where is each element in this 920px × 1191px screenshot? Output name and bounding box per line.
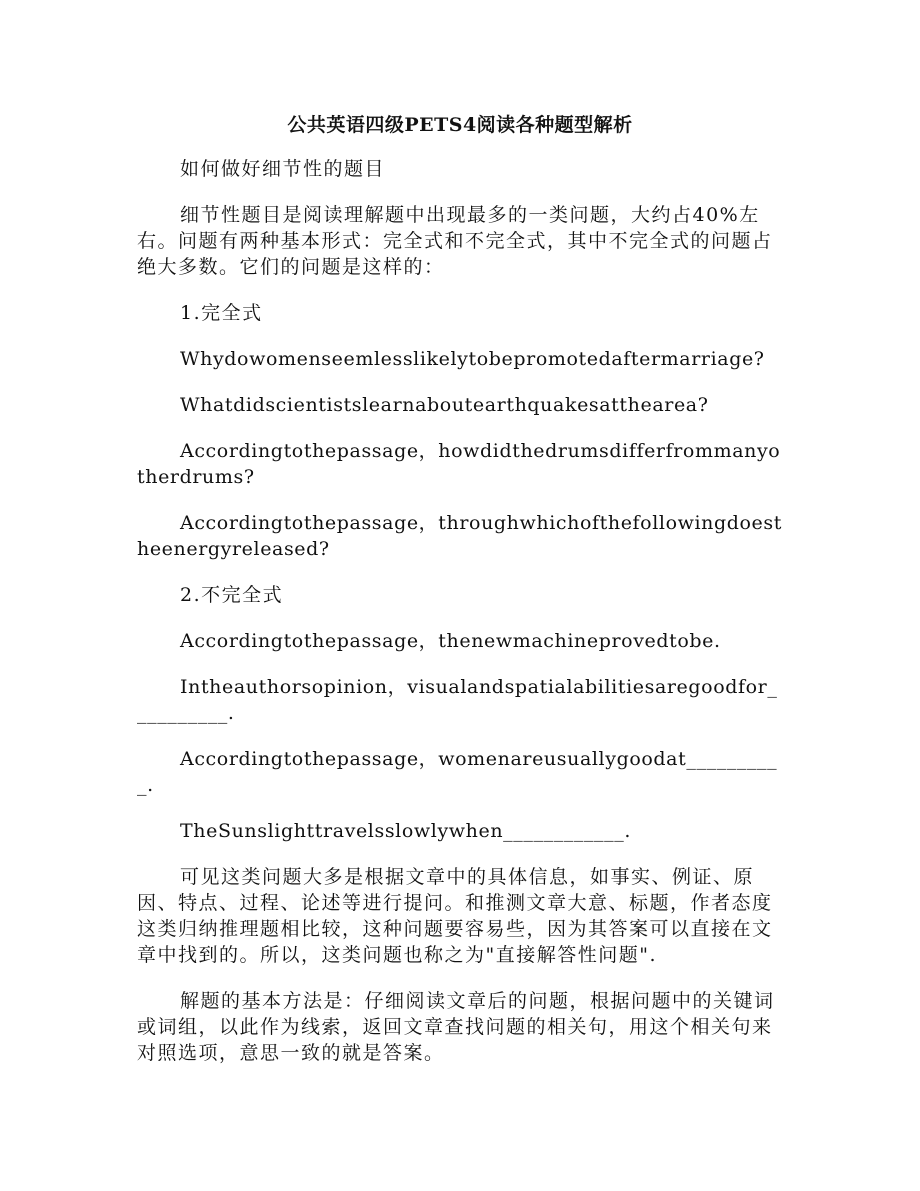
document-title: 公共英语四级PETS4阅读各种题型解析 <box>287 114 633 136</box>
subheading-incomplete-form: 2.不完全式 <box>180 584 284 606</box>
example-question-2: Whatdidscientistslearnaboutearthquakesatthearea? <box>180 394 709 416</box>
example-question-7: Accordingtothepassage，womenareusuallygoodat__________. <box>137 748 778 796</box>
explanation-paragraph: 可见这类问题大多是根据文章中的具体信息，如事实、例证、原因、特点、过程、论述等进行提问。和推测文章大意、标题，作者态度这类归纳推理题相比较，这种问题要容易些，因为其答案可以直接在文章中找到的。所以，这类问题也称之为"直接解答性问题". <box>137 866 773 966</box>
intro-paragraph: 细节性题目是阅读理解题中出现最多的一类问题，大约占40%左右。问题有两种基本形式：完全式和不完全式，其中不完全式的问题占绝大多数。它们的问题是这样的： <box>137 204 773 278</box>
subheading-complete-form: 1.完全式 <box>180 302 263 324</box>
example-question-8: TheSunslighttravelsslowlywhen____________. <box>180 820 631 842</box>
example-question-5: Accordingtothepassage，thenewmachineprovedtobe. <box>180 630 721 652</box>
document-body <box>137 156 785 1086</box>
example-question-1: Whydowomenseemlesslikelytobepromotedaftermarriage? <box>180 348 765 370</box>
example-question-3: Accordingtothepassage，howdidthedrumsdifferfrommanyotherdrums? <box>137 440 781 488</box>
example-question-4: Accordingtothepassage，throughwhichofthefollowingdoestheenergyreleased? <box>137 512 782 560</box>
section-heading-detail-questions: 如何做好细节性的题目 <box>180 158 386 180</box>
example-question-6: Intheauthorsopinion，visualandspatialabilitiesaregoodfor__________. <box>137 676 778 724</box>
method-paragraph: 解题的基本方法是：仔细阅读文章后的问题，根据问题中的关键词或词组，以此作为线索，返回文章查找问题的相关句，用这个相关句来对照选项，意思一致的就是答案。 <box>137 990 775 1064</box>
